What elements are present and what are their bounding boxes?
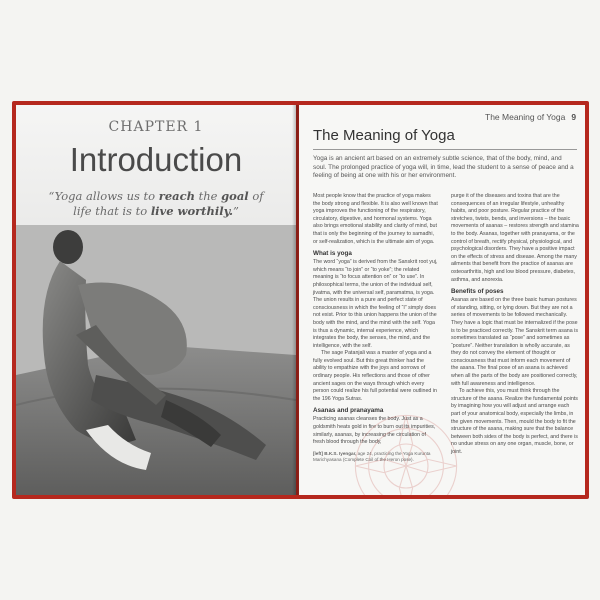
book-spread bbox=[16, 105, 585, 495]
body-paragraph: The sage Patanjali was a master of yoga and a fully evolved soul. But this great thinker had the ability to empathize with the joys and sorrows of ordinary people. His reflections and those of other ancient sages on the ways through which every person could realize his full potential were outlined in the 196 Yoga Sutras. bbox=[313, 350, 437, 402]
text-column-2 bbox=[451, 193, 579, 457]
body-paragraph: To achieve this, you must think through the structure of the asana. Realize the fundamental points by imagining how you will adjust and arrange each part of your anatomical body, especially the limbs, in the given movements. Then, mould the body to fit the structure of the asana, making sure that the balance between both sides of the body is perfect, and there is no undue stress on any one organ, muscle, bone, or joint. bbox=[451, 388, 578, 455]
chapter-title: Introduction bbox=[69, 141, 243, 178]
subheading-asanas-pranayama: Asanas and pranayama bbox=[313, 407, 384, 415]
mandala-ornament-icon bbox=[351, 411, 461, 495]
body-paragraph: Most people know that the practice of yoga makes the body strong and flexible. It is also well known that yoga improves the functioning of the respiratory, circulatory, digestive, and hormonal systems. Yoga also brings emotional stability and clarity of mind, but that is only the beginning of the journey to samadhi, or self-realization, which is the ultimate aim of yoga. bbox=[313, 193, 438, 245]
yoga-pose-photo bbox=[16, 225, 296, 495]
body-paragraph: Practicing asanas cleanses the body. Just as a goldsmith heats gold in fire to burn out its impurities, similarly, asanas, by increasing the circulation of fresh blood through the body, bbox=[313, 416, 436, 446]
title-rule bbox=[313, 149, 577, 150]
running-head: The Meaning of Yoga 9 bbox=[485, 112, 577, 122]
lead-paragraph: Yoga is an ancient art based on an extremely subtle science, that of the body, mind, and soul. The prolonged practice of yoga will, in time, lead the student to a sense of peace and a feeling of being at one with his or her environment. bbox=[313, 155, 574, 179]
subheading-what-is-yoga: What is yoga bbox=[313, 250, 352, 258]
page-number: 9 bbox=[571, 112, 577, 122]
right-page bbox=[299, 105, 585, 495]
body-paragraph: purge it of the diseases and toxins that are the consequences of an irregular lifestyle, unhealthy habits, and poor posture. Regular practice of the stretches, twists, bends, and inversions – the basic movements of asanas – restores strength and stamina to the body. Asanas, together with pranayama, or the control of breath, rectify physical, physiological, and psychological disorders. They have a positive impact on the effects of stress and disease. Among the many ailments that benefit from the practice of asanas are osteoarthritis, high and low blood pressure, diabetes, asthma, and anorexia. bbox=[451, 193, 579, 283]
photo-caption: [left] B.K.S. Iyengar, age 24, practicing the Yoga Kurunta Marichyasana (Complete Coil of the Heron pose). bbox=[313, 450, 431, 462]
chapter-label: CHAPTER 1 bbox=[108, 119, 204, 135]
body-paragraph: Asanas are based on the three basic human postures of standing, sitting, or lying down. But they are not a series of movements to be followed mechanically. They have a logic that must be internalized if the pose is to be practiced correctly. The Sanskrit term asana is sometimes translated as “pose” and sometimes as “posture”. Neither translation is wholly accurate, as they do not convey the element of thought or consciousness that must inform each movement of the asana. The final pose of an asana is achieved when all the parts of the body are positioned correctly, with full awareness and intelligence. bbox=[451, 297, 578, 387]
body-paragraph: The word “yoga” is derived from the Sanskrit root yuj, which means “to join” or “to yoke”; the related meaning is “to focus attention on” or “to use”. In philosophical terms, the union of the individual self, jivatma, with the universal self, paramatma, is yoga. The union results in a pure and perfect state of consciousness in which the feeling of “I” simply does not exist. Prior to this union happens the union of the body with the mind, and the mind with the self. Yoga is thus a dynamic, internal experience, which integrates the body, the senses, the mind, and the intelligence, with the self. bbox=[313, 259, 438, 349]
subheading-benefits-of-poses: Benefits of poses bbox=[451, 288, 504, 296]
section-title: The Meaning of Yoga bbox=[313, 127, 455, 144]
chapter-quote: “Yoga allows us to reach the goal of life that is to live worthily.” bbox=[48, 189, 264, 218]
left-page bbox=[16, 105, 296, 495]
